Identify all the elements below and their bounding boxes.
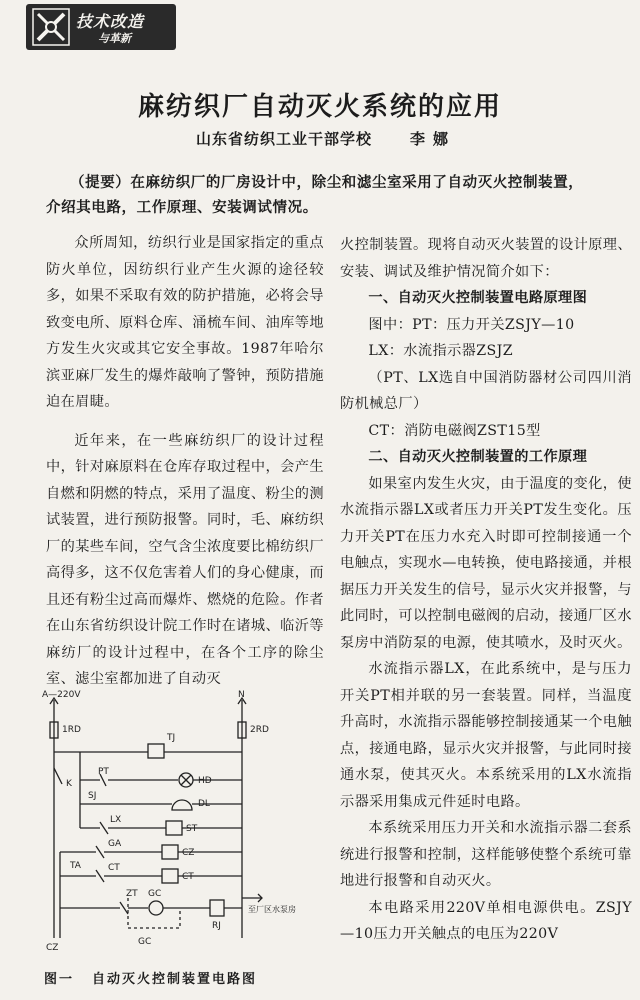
label-cz2: CZ	[46, 943, 59, 953]
legend-line: LX：水流指示器ZSJZ	[368, 343, 513, 359]
label-sj: SJ	[88, 791, 97, 801]
body-paragraph: 本系统采用压力开关和水流指示器二套系统进行报警和控制，这样能够使整个系统可靠地进行报警和自动灭火。	[340, 820, 632, 889]
label-pt: PT	[98, 767, 109, 777]
label-tj: TJ	[167, 733, 176, 743]
label-gc2: GC	[138, 937, 152, 947]
label-ga: GA	[108, 839, 122, 849]
label-ct2: CT	[108, 863, 120, 873]
figure-caption	[44, 968, 257, 987]
label-dl: DL	[198, 799, 210, 809]
label-gc: GC	[148, 889, 162, 899]
body-paragraph: 水流指示器LX，在此系统中，是与压力开关PT相并联的另一套装置。同样，当温度升高时，水流指示器能够控制接通某一个电触点，接通电路，显示火灾并报警，与此同时接通水泵，使其灭火。本系统采用的LX水流指示器采用集成元件延时电路。	[340, 661, 632, 810]
byline	[196, 128, 456, 149]
section-heading: 二、自动灭火控制装置的工作原理	[368, 449, 588, 465]
legend-line: 图中：PT：压力开关ZSJY—10	[368, 316, 575, 333]
label-switch: K	[66, 779, 72, 789]
abstract-line: 介绍其电路，工作原理、安装调试情况。	[46, 199, 318, 216]
legend-line: CT：消防电磁阀ZST15型	[368, 422, 541, 439]
label-zt: ZT	[126, 889, 138, 899]
body-paragraph: 近年来，在一些麻纺织厂的设计过程中，针对麻原料在仓库存取过程中，会产生自燃和阴燃的特点，采用了温度、粉尘的测试装置，进行预防报警。同时，毛、麻纺织厂的某些车间，空气含尘浓度要比棉纺织厂高得多，这不仅危害着人们的身心健康，而且还有粉尘过高而爆炸、燃烧的危险。作者在山东省纺织设计院工作时在诸城、临沂等麻纺厂的设计过程中，在各个工序的除尘室、滤尘室都加进了自动灭	[46, 432, 324, 687]
label-hd: HD	[198, 776, 212, 786]
label-supply: A—220V	[42, 690, 81, 700]
left-column	[46, 230, 324, 693]
abstract	[46, 170, 606, 220]
body-paragraph: 众所周知，纺织行业是国家指定的重点防火单位，因纺织行业产生火源的途径较多，如果不采取有效的防护措施，必将会导致变电所、原料仓库、涌梳车间、油库等地方发生火灾或其它安全事故。1987年哈尔滨亚麻厂发生的爆炸敲响了警钟，预防措施迫在眉睫。	[46, 235, 324, 410]
body-paragraph: 火控制装置。现将自动灭火装置的设计原理、安装、调试及维护情况简介如下：	[340, 237, 632, 280]
tools-emblem-icon	[32, 8, 70, 46]
column-badge	[26, 4, 176, 50]
body-paragraph: 如果室内发生火灾，由于温度的变化，使水流指示器LX或者压力开关PT发生变化。压力开关PT在压力水充入时即可控制接通一个电触点，实现水—电转换，使电路接通，并根据压力开关发生的信号，显示火灾并报警，与此同时，可以控制电磁阀的启动，接通厂区水泵房中消防泵的电源，使其喷水，及时灭火。	[340, 475, 632, 651]
author-affiliation: 山东省纺织工业干部学校	[196, 130, 373, 148]
section-heading: 一、自动灭火控制装置电路原理图	[368, 290, 588, 306]
label-ct: CT	[182, 872, 194, 882]
circuit-schematic	[40, 688, 330, 970]
label-rj: RJ	[212, 921, 221, 931]
label-neutral: N	[238, 690, 245, 700]
label-st: ST	[186, 824, 198, 834]
column-subtitle: 与革新	[98, 32, 131, 45]
label-cz: CZ	[182, 848, 195, 858]
label-lx: LX	[110, 815, 122, 825]
label-pump-note: 至厂区水泵房	[248, 905, 296, 914]
label-fuse-left: 1RD	[62, 725, 81, 735]
column-title: 技术改造	[76, 12, 145, 31]
right-column	[340, 232, 632, 948]
label-fuse-right: 2RD	[250, 725, 269, 735]
author-name: 李娜	[410, 130, 457, 148]
legend-line: （PT、LX选自中国消防器材公司四川消防机械总厂）	[340, 369, 632, 412]
label-ta: TA	[70, 861, 81, 871]
abstract-line: （提要）在麻纺织厂的厂房设计中，除尘和滤尘室采用了自动灭火控制装置，	[70, 174, 584, 191]
body-paragraph: 本电路采用220V单相电源供电。ZSJY—10压力开关触点的电压为220V	[340, 899, 632, 942]
article-title: 麻纺织厂自动灭火系统的应用	[137, 92, 502, 122]
circuit-diagram	[40, 688, 330, 970]
figure-number: 图一	[44, 972, 75, 987]
figure-title: 自动灭火控制装置电路图	[92, 972, 258, 987]
